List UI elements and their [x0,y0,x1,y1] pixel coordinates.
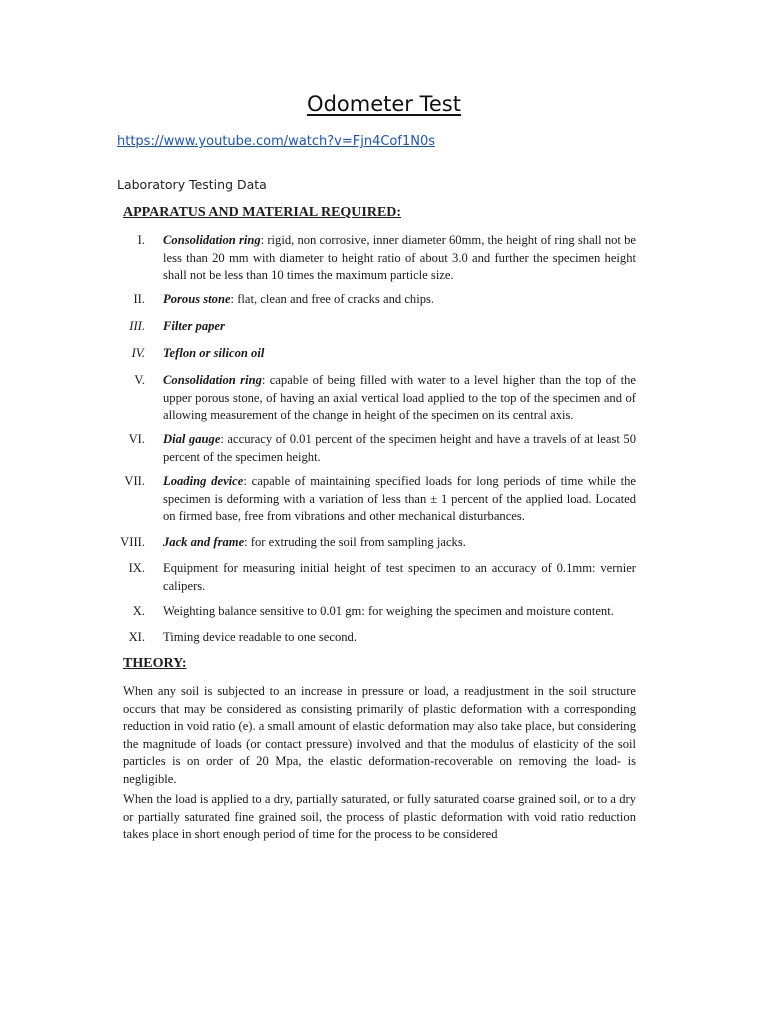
item-number: VIII. [120,535,145,549]
item-text: Equipment for measuring initial height of test specimen to an accuracy of 0.1mm: vernier calipers. [163,561,636,593]
item-number: III. [129,319,145,333]
item-term: Consolidation ring [163,373,262,387]
section-title: Laboratory Testing Data [117,177,267,192]
item-text: : rigid, non corrosive, inner diameter 60mm, the height of ring shall not be less than 20 mm with diameter to height ratio of about 3.0 and further the specimen height shall not be less than 10 times the maximum particle size. [163,233,636,283]
item-text: : capable of being filled with water to a level higher than the top of the upper porous stone, of having an axial vertical load applied to the top of the specimen and of allowing measurement of the change in height of the specimen on its central axis. [163,373,636,423]
item-term: Loading device [163,474,244,488]
item-number: IV. [131,346,145,360]
item-text: Weighting balance sensitive to 0.01 gm: for weighing the specimen and moisture content. [163,604,614,618]
item-term: Dial gauge [163,432,221,446]
item-term: Consolidation ring [163,233,261,247]
item-number: VII. [124,474,145,488]
theory-paragraph: When any soil is subjected to an increase in pressure or load, a readjustment in the soil structure occurs that may be considered as consisting primarily of plastic deformation with a corresponding reduction in void ratio (e). a small amount of elastic deformation may also take place, but considering the magnitude of loads (or contact pressure) involved and that the modulus of elasticity of the soil particles is on order of 20 Mpa, the elastic deformation-recoverable on removing the load- is negligible. [123,684,636,786]
item-term: Filter paper [163,319,225,333]
theory-heading: THEORY: [123,656,187,671]
youtube-link[interactable]: https://www.youtube.com/watch?v=Fjn4Cof1N0s [117,134,435,149]
item-term: Teflon or silicon oil [163,346,265,360]
item-number: V. [134,373,145,387]
page-title: Odometer Test [307,92,461,116]
item-number: IX. [128,561,145,575]
item-text: : for extruding the soil from sampling jacks. [244,535,466,549]
item-number: X. [132,604,145,618]
apparatus-heading: APPARATUS AND MATERIAL REQUIRED: [123,205,402,220]
item-text: : flat, clean and free of cracks and chips. [230,292,435,306]
item-term: Porous stone [163,292,231,306]
item-number: I. [137,233,145,247]
item-number: XI. [128,630,145,644]
theory-paragraph: When the load is applied to a dry, partially saturated, or fully saturated coarse grained soil, or to a dry or partially saturated fine grained soil, the process of plastic deformation with void ratio reduction takes place in short enough period of time for the process to be considered [123,792,636,842]
item-text: Timing device readable to one second. [163,630,357,644]
item-text: : capable of maintaining specified loads for long periods of time while the specimen is deforming with a variation of less than ± 1 percent of the applied load. Located on firmed base, free from vibrations and other mechanical disturbances. [163,474,636,524]
item-number: VI. [128,432,145,446]
item-term: Jack and frame [163,535,245,549]
item-number: II. [133,292,145,306]
item-text: : accuracy of 0.01 percent of the specimen height and have a travels of at least 50 percent of the specimen height. [163,432,636,464]
